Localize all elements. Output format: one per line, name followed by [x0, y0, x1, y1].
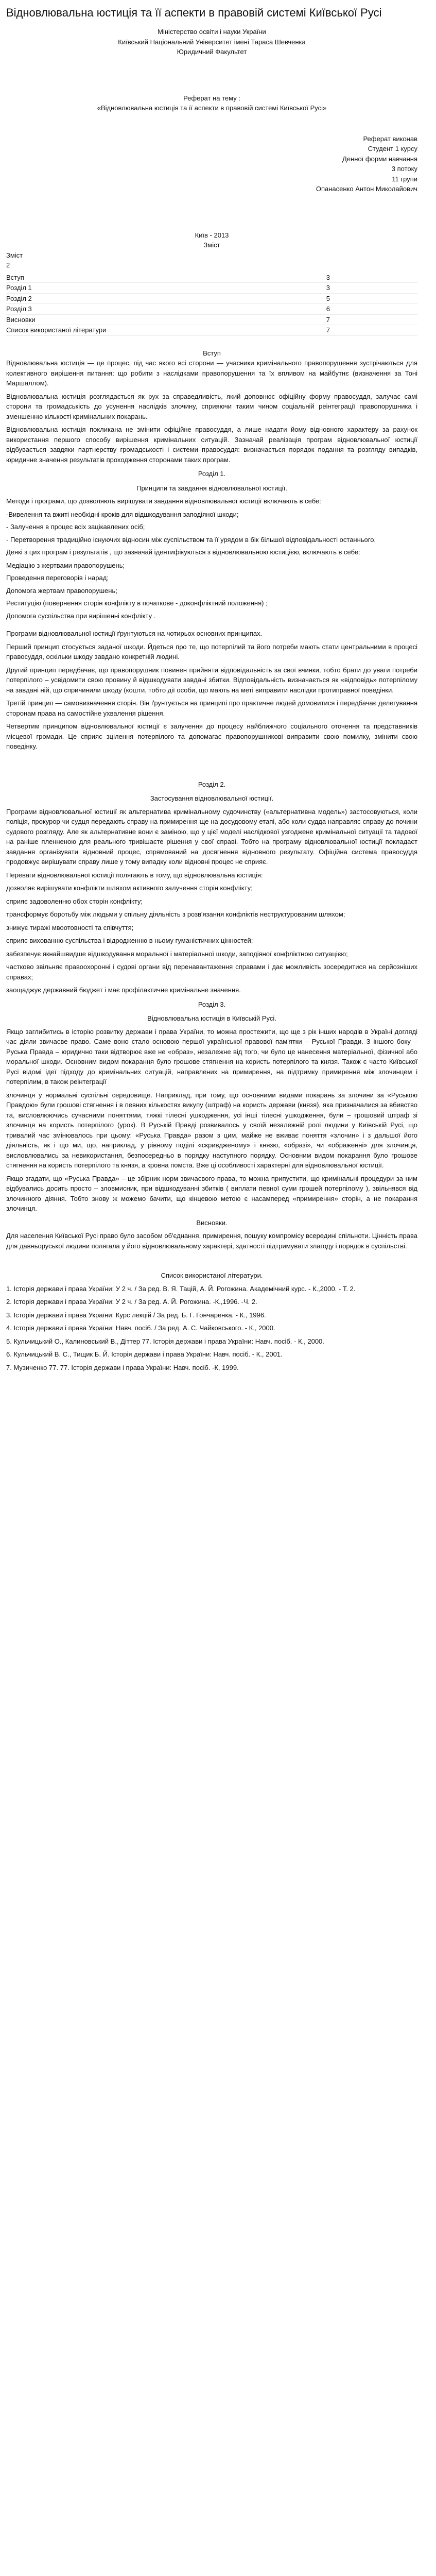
intro-paragraph: Відновлювальна юстиція розглядається як рух за справедливість, який доповнює офіційну форму правосуддя, залучає самі сторони та громадськість до усунення наслідків злочину, сприяючи таким чином соціальній реінтеграції правопорушника і зменшенню кількості кримінальних покарань.	[6, 392, 417, 420]
toc-row[interactable]	[6, 294, 417, 304]
principles-paragraph: Програми відновлювальної юстиції ґрунтуються на чотирьох основних принципах.	[6, 630, 263, 638]
bibliography-item: 5. Кульчицький О., Калиновський В., Діттер 77. Історія держави і права України: Навч. посіб. - К., 2000.	[6, 1337, 324, 1345]
section2-paragraph: Переваги відновлювальної юстиції полягають в тому, що відновлювальна юстиція:	[6, 871, 263, 879]
program-item: Реституцію (повернення сторін конфлікту в початкове - доконфліктний положення) ;	[6, 599, 268, 607]
section3-paragraph: Якщо згадати, що «Руська Правда» – це збірник норм звичаєвого права, то можна припустити, що кримінальні процедури за ним відбувались досить просто – зловмисник, при відшкодуванні збитків ( виплати певної суми грошей потерпілому ), звільнявся від злочинного діяння. Тобто знову ж можемо бачити, що кінцевою метою є насамперед «примирення» сторін, а не покарання злочинця.	[6, 1174, 417, 1213]
benefit-item: заощаджує державний бюджет і має профілактичне кримінальне значення.	[6, 986, 241, 994]
section3-heading: Розділ 3.	[198, 1000, 226, 1008]
author-line: 11 групи	[392, 175, 417, 183]
section1-subheading: Принципи та завдання відновлювальної юстиції.	[136, 484, 287, 492]
bibliography-item: 3. Історія держави і права України: Курс лекцій / За ред. Б. Г. Гончаренка. - К., 1996.	[6, 1311, 266, 1319]
toc-label: Список використаної літератури	[6, 326, 107, 334]
section3-subheading: Відновлювальна юстиція в Київській Русі.	[147, 1014, 276, 1023]
university-line: Київський Національний Університет імені Тараса Шевченка	[118, 38, 306, 46]
section3-paragraph: злочинця у нормальні суспільні середовище. Наприклад, при тому, що основними видами покарань за злочини за «Руською Правдою» були грошові стягнення і в певних кількостях викупу (штраф) на користь держави (князя), яка призначалися за вбивство та, висловлюючись сучасними поняттями, тяжкі тілесні ушкодження, усі інші тілесні ушкодження, були – грошовий штраф зі злочинця на користь потерпілого (урок). В Руській Правді розвивалось у своїй незалежній ролі людини у Київській Русі, що тривалий час змінювалось при цьому: «Руська Правда» разом з цим, майже не вживає поняття «злочин» і з дальшої його діяльність, як і що ми, що, наприклад, у рівному поділі «скривдженому» і князю, «образі», чи «ображенні» для злочинця, висловлювались за невикористання, безпосередньо в порядку наступного порядку. Основним видом покарання було грошове стягнення на користь потерпілого та князя, а кровна помста. Вже ці особливості характерні для відновлювальної юстиції.	[6, 1091, 417, 1170]
method-item: - Перетворення традиційно існуючих відносин між суспільством та її урядом в бік більшої відповідальності останнього.	[6, 535, 376, 544]
author-line: 3 потоку	[391, 165, 417, 173]
author-line: Студент 1 курсу	[368, 145, 417, 153]
benefit-item: дозволяє вирішувати конфлікти шляхом активного залучення сторін конфлікту;	[6, 884, 253, 892]
bibliography-item: 1. Історія держави і права України: У 2 ч. / За ред. В. Я. Тацій, А. Й. Рогожина. Академічний курс. - К.,2000. - Т. 2.	[6, 1284, 356, 1293]
bibliography-heading: Список використаної літератури.	[161, 1272, 263, 1280]
toc-sub: Зміст	[6, 251, 23, 259]
intro-paragraph: Відновлювальна юстиція покликана не змінити офіційне правосуддя, а лише надати йому відновного характеру за рахунок використання першого способу вирішення кримінальних ситуацій. Зазначай реалізація програм відновлювальної юстиції відбувається завдяки партнерству громадськості і системи правосуддя: визначається порядок подання та розгляду випадків, юридичне значення результатів проходження сторонами таких програм.	[6, 426, 417, 464]
program-item: Медіацію з жертвами правопорушень;	[6, 561, 125, 569]
principle-third: Третій принцип — самовизначення сторін. Він ґрунтується на принципі про практичне людей домовитися і передбачає делегування сторонам права на самостійне ухвалення рішення.	[6, 699, 417, 717]
bibliography-item: 6. Кульчицький В. С., Тищик Б. Й. Історія держави і права України: Навч. посіб. - К., 2001.	[6, 1350, 283, 1359]
conclusions-paragraph: Для населення Київської Русі право було засобом об'єднання, примирення, пошуку компромісу всередині спільноти. Цінність права для давньоруської людини полягала у його відновлювальному характері, здатності підтримувати злагоду і порядок в суспільстві.	[6, 1232, 417, 1250]
intro-heading: Вступ	[203, 349, 221, 357]
toc-heading: Зміст	[203, 241, 220, 249]
referat-label: Реферат на тему :	[183, 94, 240, 102]
bibliography-item: 7. Музиченко 77. 77. Історія держави і права України: Навч. посіб. -К, 1999.	[6, 1363, 239, 1371]
benefit-item: сприяє задоволенню обох сторін конфлікту;	[6, 897, 143, 905]
benefit-item: частково звільняє правоохоронні і судові органи від перенавантаження справами і дає можливість зосередитися на серйозніших справах;	[6, 963, 417, 981]
toc-page: 3	[326, 273, 330, 281]
author-block	[6, 134, 417, 194]
intro-paragraph: Відновлювальна юстиція — це процес, під час якого всі сторони — учасники кримінального правопорушення зустрічаються для колективного вирішення питання: що робити з наслідками правопорушення та їх впливом на майбутнє (визначення за Тоні Маршаллом).	[6, 359, 417, 387]
toc-label: Розділ 1	[6, 284, 32, 292]
ministry-line: Міністерство освіти і науки України	[158, 28, 266, 36]
faculty-line: Юридичний Факультет	[177, 48, 247, 56]
program-item: Проведення переговорів і нарад;	[6, 574, 109, 582]
author-line: Денної форми навчання	[342, 155, 417, 163]
principle-second: Другий принцип передбачає, що правопорушник повинен прийняти відповідальність за свої вчинки, тобто брати до уваги потреби потерпілого – усвідомити свою провину й відшкодувати завдані збитки. Відповідальність визначається як «відповідь» потерпілому на завдані ній, що спричинили шкоду (кошти, тобто дії особи, що мають на меті виправити наслідки протиправної поведінки.	[6, 666, 417, 694]
section2-heading: Розділ 2.	[198, 780, 226, 788]
section2-paragraph: Програми відновлювальної юстиції як альтернатива кримінальному судочинству («альтернативна модель») застосовуються, коли поліція, прокурор чи судця передають справу на примирення ще на досудовому етапі, або коли судда направляє справу до почини судового розгляду. Але як альтернативне вони є заміною, що у цієї моделі наслідкової узгоджене кримінальної ситуації та тадової на раніше пленненою для реального тривішаєте рішення у свої справі. Тобто на програму відновлювальної юстиції покладаєт завдання організувати відновний процес, спрямований на досягнення відновного результату. Офіційна система правосуддя продовжує вирішувати справу лише у тому випадку коли відновні процес не сприяє.	[6, 807, 417, 866]
benefit-item: трансформує боротьбу між людьми у спільну діяльність з розв'язання конфліктів неструктурованим шляхом;	[6, 910, 345, 919]
bibliography-list	[6, 1284, 417, 1373]
toc-page: 6	[326, 305, 330, 313]
table-of-contents	[6, 273, 417, 336]
benefit-item: забезпечує якнайшвидше відшкодування моральної і матеріальної шкоди, заподіяної конфліктною ситуацією;	[6, 950, 348, 958]
title-page-header	[6, 27, 417, 57]
toc-page: 7	[326, 315, 330, 324]
program-item: Допомога суспільства при вирішенні конфлікту .	[6, 612, 156, 620]
method-item: -Вивелення та вжиті необхідні кроків для відшкодування заподіяної шкоди;	[6, 510, 239, 518]
toc-row[interactable]	[6, 325, 417, 336]
city-year: Київ - 2013	[195, 231, 229, 239]
toc-number: 2	[6, 261, 10, 269]
bibliography-item: 4. Історія держави і права України: Навч. посіб. / За ред. А. С. Чайковського. - К., 2000.	[6, 1324, 275, 1332]
referat-topic-block	[6, 93, 417, 113]
method-item: - Залучення в процес всіх зацікавлених осіб;	[6, 523, 145, 531]
toc-label: Розділ 2	[6, 294, 32, 302]
benefit-item: знижує тиражі мвоотовності та співчуття;	[6, 923, 134, 931]
section1-intro: Методи і програми, що дозволяють вирішувати завдання відновлювальної юстиції включають в себе:	[6, 497, 321, 505]
toc-row[interactable]	[6, 304, 417, 315]
referat-topic: «Відновлювальна юстиція та її аспекти в правовій системі Київської Русі»	[97, 104, 327, 112]
principle-fourth: Четвертим принципом відновлювальної юстиції є залучення до процесу найближчого соціального оточення та представників місцевої громади. Це сприяє зцілення потерпілого та допомагає правопорушникові виправити свою помилку, змінити свою поведінку.	[6, 722, 417, 751]
toc-label: Вступ	[6, 273, 24, 281]
bibliography-item: 2. Історія держави і права України: У 2 ч. / За ред. А. Й. Рогожина. -К.,1996. -Ч. 2.	[6, 1298, 257, 1306]
section1-heading: Розділ 1.	[198, 470, 226, 478]
conclusions-heading: Висновки.	[196, 1218, 228, 1227]
toc-page: 5	[326, 294, 330, 302]
toc-row[interactable]	[6, 315, 417, 326]
section3-paragraph: Якщо заглибитись в історію розвитку держави і права України, то можна простежити, що ще з рік інших народів в Україні догляді час діяли звичаєве право. Саме воно стало основою першої української правової пам'ятки – Руської Правди. З іншого боку – Руська Правда – юридично таки відтворює вже не «образ», незалежне від того, чи було це нанесення матеріальної, фізичної або моральної шкоди. Основним видом покарання було грошове стягнення на користь потерпілого та князя. Також є часто Київської Русі відомі ідеї підходу до кримінальних ситуацій, направлених на примирення, на підтримку примирення між злочинцем і потерпілим, в також реінтеграції	[6, 1027, 417, 1086]
toc-label: Розділ 3	[6, 305, 32, 313]
author-line: Опанасенко Антон Миколайович	[316, 185, 417, 193]
toc-label: Висновки	[6, 315, 36, 324]
principle-first: Перший принцип стосується заданої шкоди. Йдеться про те, що потерпілий та його потреби мають стати центральними в процесі правосуддя, оскільки шкоду завдано конкретній людині.	[6, 642, 417, 661]
section2-subheading: Застосування відновлювальної юстиції.	[150, 794, 274, 803]
benefit-item: сприяє вихованню суспільства і відродженню в ньому гуманістичних цінностей;	[6, 937, 253, 945]
programs-intro: Деякі з цих програм і результатів , що зазначай ідентифікуються з відновлювальною юстицією, включають в себе:	[6, 548, 360, 556]
toc-row[interactable]	[6, 273, 417, 283]
toc-row[interactable]	[6, 283, 417, 294]
toc-page: 3	[326, 284, 330, 292]
program-item: Допомога жертвам правопорушень;	[6, 586, 117, 595]
document-title: Відновлювальна юстиція та її аспекти в правовій системі Київської Русі	[6, 6, 382, 19]
toc-page: 7	[326, 326, 330, 334]
author-line: Реферат виконав	[363, 134, 417, 143]
